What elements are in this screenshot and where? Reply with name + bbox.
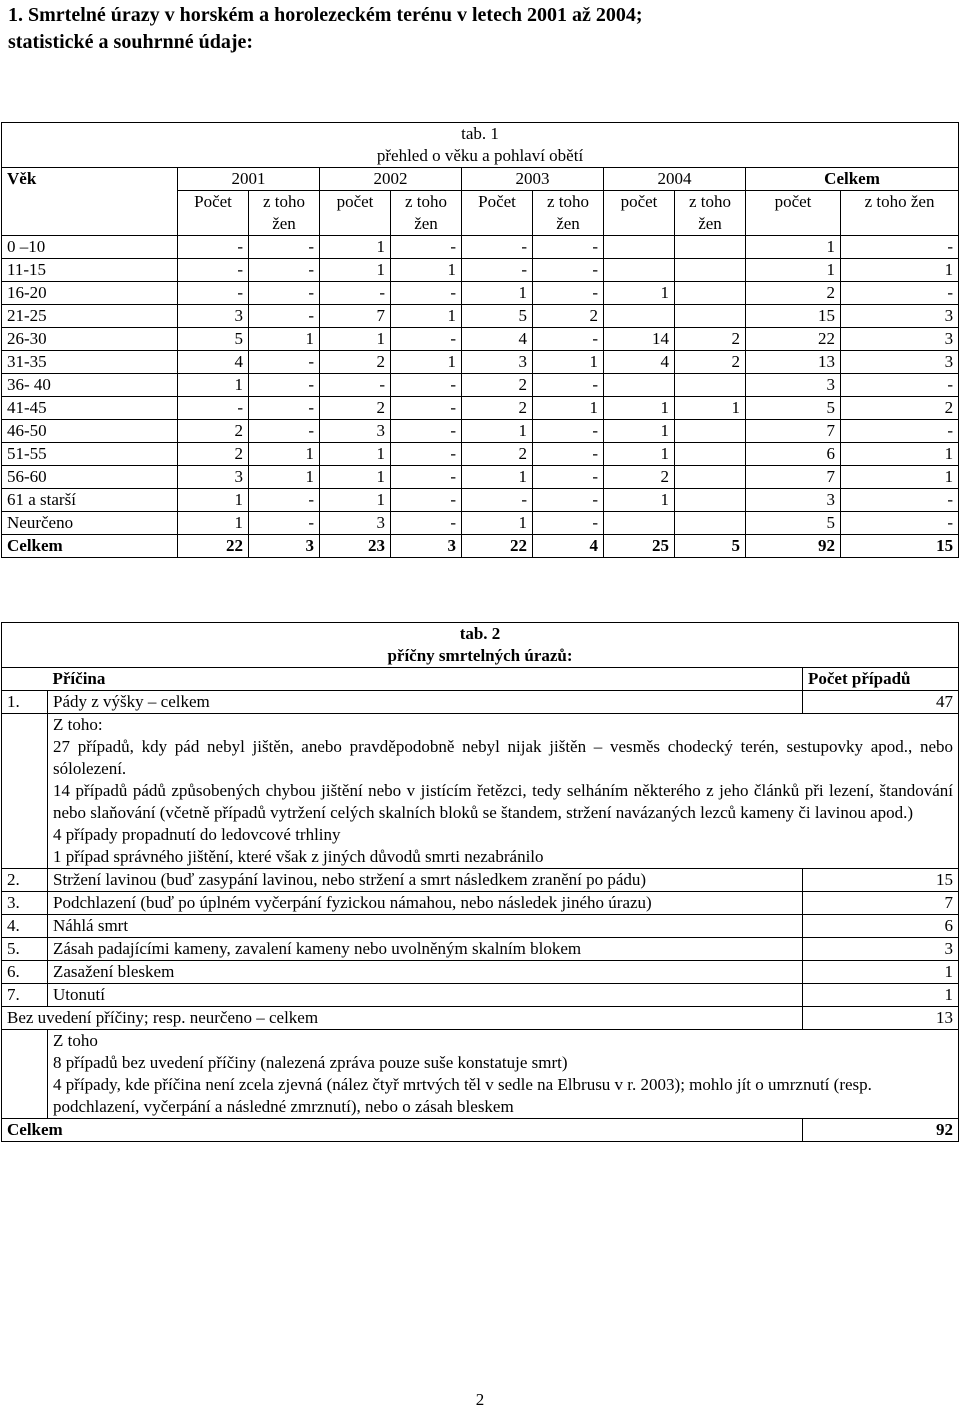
- value-cell: 3: [320, 420, 391, 443]
- value-cell: -: [249, 512, 320, 535]
- table-row: [2, 351, 959, 374]
- table-row: [2, 259, 959, 282]
- value-cell: -: [249, 420, 320, 443]
- value-cell: 1: [249, 328, 320, 351]
- cause-count: 13: [803, 1007, 959, 1030]
- value-cell: 1: [320, 466, 391, 489]
- table-row: [2, 512, 959, 535]
- value-cell: [604, 512, 675, 535]
- table-row: [2, 892, 959, 915]
- value-cell: 1: [462, 282, 533, 305]
- detail-line: 1 případ správného jištění, které však z jiných důvodů smrti nezabránilo: [53, 847, 544, 866]
- subheader-cell: počet: [604, 191, 675, 236]
- subheader-cell: z toho žen: [391, 191, 462, 236]
- value-cell: -: [249, 489, 320, 512]
- value-cell: [604, 305, 675, 328]
- value-cell: [675, 282, 746, 305]
- table-row: [2, 691, 959, 714]
- table2-caption-line-1: tab. 2: [459, 624, 501, 643]
- value-cell: -: [391, 328, 462, 351]
- cause-number: 4.: [2, 915, 48, 938]
- value-cell: 1: [841, 259, 959, 282]
- cause-label: Utonutí: [48, 984, 803, 1007]
- cause-count: 47: [803, 691, 959, 714]
- value-cell: [675, 259, 746, 282]
- value-cell: -: [533, 259, 604, 282]
- value-cell: -: [841, 489, 959, 512]
- value-cell: -: [249, 259, 320, 282]
- table-row: [2, 961, 959, 984]
- value-cell: 4: [178, 351, 249, 374]
- value-cell: 2: [320, 397, 391, 420]
- age-cell: 21-25: [2, 305, 178, 328]
- value-cell: 1: [533, 351, 604, 374]
- age-cell: 56-60: [2, 466, 178, 489]
- value-cell: -: [533, 443, 604, 466]
- detail-line: Z toho: [53, 1031, 98, 1050]
- value-cell: 4: [604, 351, 675, 374]
- value-cell: [604, 259, 675, 282]
- value-cell: [675, 420, 746, 443]
- value-cell: 92: [746, 535, 841, 558]
- cause-unknown-detail: [48, 1030, 959, 1119]
- value-cell: -: [841, 236, 959, 259]
- value-cell: 2: [462, 397, 533, 420]
- value-cell: 14: [604, 328, 675, 351]
- age-cell: 51-55: [2, 443, 178, 466]
- table-row: [2, 984, 959, 1007]
- cause-number: 3.: [2, 892, 48, 915]
- value-cell: 1: [320, 489, 391, 512]
- value-cell: 1: [746, 236, 841, 259]
- table-row: [2, 1007, 959, 1030]
- value-cell: 5: [675, 535, 746, 558]
- value-cell: 22: [462, 535, 533, 558]
- value-cell: 1: [604, 489, 675, 512]
- causes-table: [1, 622, 959, 1142]
- value-cell: [675, 489, 746, 512]
- value-cell: 1: [320, 236, 391, 259]
- value-cell: 1: [178, 374, 249, 397]
- value-cell: [675, 374, 746, 397]
- value-cell: 15: [746, 305, 841, 328]
- value-cell: 1: [841, 466, 959, 489]
- cause-label: Náhlá smrt: [48, 915, 803, 938]
- value-cell: 3: [841, 351, 959, 374]
- value-cell: -: [178, 236, 249, 259]
- age-cell: 61 a starší: [2, 489, 178, 512]
- subheader-cell: z toho žen: [249, 191, 320, 236]
- detail-line: 4 případy propadnutí do ledovcové trhliny: [53, 825, 341, 844]
- col-count-header: Počet případů: [803, 668, 959, 691]
- value-cell: 5: [746, 512, 841, 535]
- table-row: [2, 443, 959, 466]
- value-cell: -: [178, 397, 249, 420]
- value-cell: 3: [746, 374, 841, 397]
- value-cell: 3: [178, 466, 249, 489]
- value-cell: -: [249, 351, 320, 374]
- cause-label: Zásah padajícími kameny, zavalení kameny nebo uvolněným skalním blokem: [48, 938, 803, 961]
- value-cell: 1: [391, 259, 462, 282]
- value-cell: 1: [746, 259, 841, 282]
- value-cell: 1: [462, 420, 533, 443]
- value-cell: 5: [746, 397, 841, 420]
- value-cell: -: [391, 466, 462, 489]
- value-cell: -: [841, 374, 959, 397]
- subheader-cell: Počet: [462, 191, 533, 236]
- table-row: [2, 282, 959, 305]
- value-cell: -: [249, 236, 320, 259]
- value-cell: 7: [746, 466, 841, 489]
- value-cell: 7: [746, 420, 841, 443]
- col-cause-header: Příčina: [48, 668, 803, 691]
- value-cell: 1: [178, 512, 249, 535]
- total-header: Celkem: [746, 168, 959, 191]
- total-count: 92: [803, 1119, 959, 1142]
- value-cell: -: [533, 466, 604, 489]
- value-cell: -: [462, 489, 533, 512]
- value-cell: [675, 512, 746, 535]
- value-cell: 3: [841, 305, 959, 328]
- subheader-cell: počet: [746, 191, 841, 236]
- value-cell: -: [249, 282, 320, 305]
- cause-1-detail: [48, 714, 959, 869]
- value-cell: -: [533, 282, 604, 305]
- value-cell: -: [533, 420, 604, 443]
- subheader-cell: Počet: [178, 191, 249, 236]
- value-cell: -: [533, 236, 604, 259]
- age-cell: 26-30: [2, 328, 178, 351]
- table-row: [2, 869, 959, 892]
- value-cell: 22: [746, 328, 841, 351]
- value-cell: 5: [178, 328, 249, 351]
- cause-number: 1.: [2, 691, 48, 714]
- value-cell: -: [533, 374, 604, 397]
- age-cell: 0 –10: [2, 236, 178, 259]
- value-cell: 1: [249, 466, 320, 489]
- value-cell: -: [178, 282, 249, 305]
- value-cell: 2: [178, 420, 249, 443]
- table-row: [2, 938, 959, 961]
- value-cell: 2: [178, 443, 249, 466]
- value-cell: 7: [320, 305, 391, 328]
- value-cell: 3: [841, 328, 959, 351]
- value-cell: 2: [462, 443, 533, 466]
- value-cell: -: [391, 374, 462, 397]
- subheader-cell: počet: [320, 191, 391, 236]
- value-cell: -: [249, 305, 320, 328]
- cause-number: 7.: [2, 984, 48, 1007]
- value-cell: 4: [533, 535, 604, 558]
- value-cell: -: [391, 236, 462, 259]
- table-row: [2, 420, 959, 443]
- value-cell: 2: [533, 305, 604, 328]
- value-cell: 2: [320, 351, 391, 374]
- value-cell: 1: [178, 489, 249, 512]
- value-cell: -: [841, 420, 959, 443]
- detail-line: 27 případů, kdy pád nebyl jištěn, anebo pravděpodobně nebyl nijak jištěn – vesměs chodecký terén, sestupovky apod., nebo sólolezení.: [53, 737, 954, 778]
- value-cell: 1: [391, 305, 462, 328]
- cause-number: 6.: [2, 961, 48, 984]
- cause-label: Bez uvedení příčiny; resp. neurčeno – celkem: [2, 1007, 803, 1030]
- value-cell: -: [391, 443, 462, 466]
- year-header: 2002: [320, 168, 462, 191]
- value-cell: 4: [462, 328, 533, 351]
- value-cell: 1: [462, 466, 533, 489]
- value-cell: 6: [746, 443, 841, 466]
- value-cell: 23: [320, 535, 391, 558]
- table1-caption: [2, 123, 959, 168]
- value-cell: 3: [178, 305, 249, 328]
- total-row: [2, 535, 959, 558]
- value-cell: -: [391, 489, 462, 512]
- total-label: Celkem: [2, 1119, 803, 1142]
- value-cell: -: [533, 328, 604, 351]
- value-cell: -: [249, 374, 320, 397]
- value-cell: 1: [320, 259, 391, 282]
- table-row: [2, 915, 959, 938]
- year-header: 2003: [462, 168, 604, 191]
- value-cell: 1: [675, 397, 746, 420]
- table-row: [2, 489, 959, 512]
- age-cell: 41-45: [2, 397, 178, 420]
- heading-line-1: 1. Smrtelné úrazy v horském a horolezeckém terénu v letech 2001 až 2004;: [8, 4, 643, 26]
- year-header: 2004: [604, 168, 746, 191]
- cause-label: Podchlazení (buď po úplném vyčerpání fyzickou námahou, nebo následek jiného úrazu): [48, 892, 803, 915]
- value-cell: -: [391, 282, 462, 305]
- table1-caption-line-1: tab. 1: [461, 124, 499, 143]
- value-cell: -: [462, 236, 533, 259]
- cause-count: 3: [803, 938, 959, 961]
- table-row: [2, 305, 959, 328]
- value-cell: -: [533, 489, 604, 512]
- table-row: [2, 236, 959, 259]
- table2-caption-line-2: příčny smrtelných úrazů:: [387, 646, 573, 665]
- subheader-cell: z toho žen: [533, 191, 604, 236]
- table-row: [2, 397, 959, 420]
- heading-line-2: statistické a souhrnné údaje:: [8, 31, 254, 53]
- cause-label: Pády z výšky – celkem: [48, 691, 803, 714]
- value-cell: -: [533, 512, 604, 535]
- subheader-cell: z toho žen: [841, 191, 959, 236]
- cause-number: 2.: [2, 869, 48, 892]
- value-cell: -: [391, 397, 462, 420]
- detail-line: 14 případů pádů způsobených chybou jištění nebo v jistícím řetězci, tedy selháním některého z jeho článků při lezení, štandování nebo slaňování (včetně případů vytržení celých skalních bloků se štandem, stržení navázaných lezců kameny či lavinou apod.): [53, 781, 954, 822]
- table-row: [2, 466, 959, 489]
- table1-caption-line-2: přehled o věku a pohlaví obětí: [376, 146, 584, 165]
- age-cell: 36- 40: [2, 374, 178, 397]
- value-cell: 2: [675, 328, 746, 351]
- value-cell: 1: [533, 397, 604, 420]
- value-cell: [675, 443, 746, 466]
- value-cell: 2: [675, 351, 746, 374]
- table-row: [2, 374, 959, 397]
- value-cell: -: [462, 259, 533, 282]
- detail-line: 8 případů bez uvedení příčiny (nalezená zpráva pouze suše konstatuje smrt): [53, 1053, 568, 1072]
- value-cell: [604, 374, 675, 397]
- age-gender-table: [1, 122, 959, 558]
- age-cell: Neurčeno: [2, 512, 178, 535]
- cause-label: Stržení lavinou (buď zasypání lavinou, nebo stržení a smrt následkem zranění po pádu): [48, 869, 803, 892]
- value-cell: -: [249, 397, 320, 420]
- value-cell: 2: [462, 374, 533, 397]
- cause-count: 7: [803, 892, 959, 915]
- value-cell: 3: [746, 489, 841, 512]
- value-cell: 1: [462, 512, 533, 535]
- value-cell: -: [320, 374, 391, 397]
- value-cell: [675, 236, 746, 259]
- page-number: 2: [475, 1390, 485, 1409]
- value-cell: 2: [604, 466, 675, 489]
- value-cell: 3: [249, 535, 320, 558]
- age-cell: 16-20: [2, 282, 178, 305]
- value-cell: 1: [841, 443, 959, 466]
- value-cell: 22: [178, 535, 249, 558]
- detail-line: Z toho:: [53, 715, 103, 734]
- age-cell: Celkem: [2, 535, 178, 558]
- value-cell: -: [320, 282, 391, 305]
- page-heading: [8, 2, 642, 56]
- cause-label: Zasažení bleskem: [48, 961, 803, 984]
- year-header: 2001: [178, 168, 320, 191]
- age-cell: 31-35: [2, 351, 178, 374]
- table2-caption: [2, 623, 959, 668]
- value-cell: [675, 466, 746, 489]
- value-cell: 25: [604, 535, 675, 558]
- value-cell: 1: [604, 420, 675, 443]
- value-cell: 15: [841, 535, 959, 558]
- value-cell: 1: [249, 443, 320, 466]
- detail-line: 4 případy, kde příčina není zcela zjevná (nález čtyř mrtvých těl v sedle na Elbrusu v r. 2003); mohlo jít o umrznutí (resp. podchlazení, vyčerpání a následné zmrznutí), nebo o zásah bleskem: [53, 1075, 872, 1116]
- value-cell: 1: [320, 328, 391, 351]
- total-row: [2, 1119, 959, 1142]
- value-cell: 3: [462, 351, 533, 374]
- cause-count: 15: [803, 869, 959, 892]
- cause-count: 1: [803, 984, 959, 1007]
- value-cell: 5: [462, 305, 533, 328]
- value-cell: 2: [841, 397, 959, 420]
- value-cell: 1: [391, 351, 462, 374]
- value-cell: [604, 236, 675, 259]
- value-cell: 3: [320, 512, 391, 535]
- value-cell: -: [841, 512, 959, 535]
- value-cell: -: [391, 512, 462, 535]
- value-cell: 13: [746, 351, 841, 374]
- col-age-header: Věk: [2, 168, 178, 236]
- value-cell: 2: [746, 282, 841, 305]
- age-cell: 11-15: [2, 259, 178, 282]
- value-cell: 1: [604, 282, 675, 305]
- cause-count: 1: [803, 961, 959, 984]
- value-cell: [675, 305, 746, 328]
- value-cell: -: [178, 259, 249, 282]
- value-cell: 1: [604, 397, 675, 420]
- value-cell: 1: [604, 443, 675, 466]
- age-cell: 46-50: [2, 420, 178, 443]
- value-cell: 3: [391, 535, 462, 558]
- table-row: [2, 328, 959, 351]
- value-cell: -: [391, 420, 462, 443]
- value-cell: -: [841, 282, 959, 305]
- value-cell: 1: [320, 443, 391, 466]
- cause-number: 5.: [2, 938, 48, 961]
- cause-count: 6: [803, 915, 959, 938]
- subheader-cell: z toho žen: [675, 191, 746, 236]
